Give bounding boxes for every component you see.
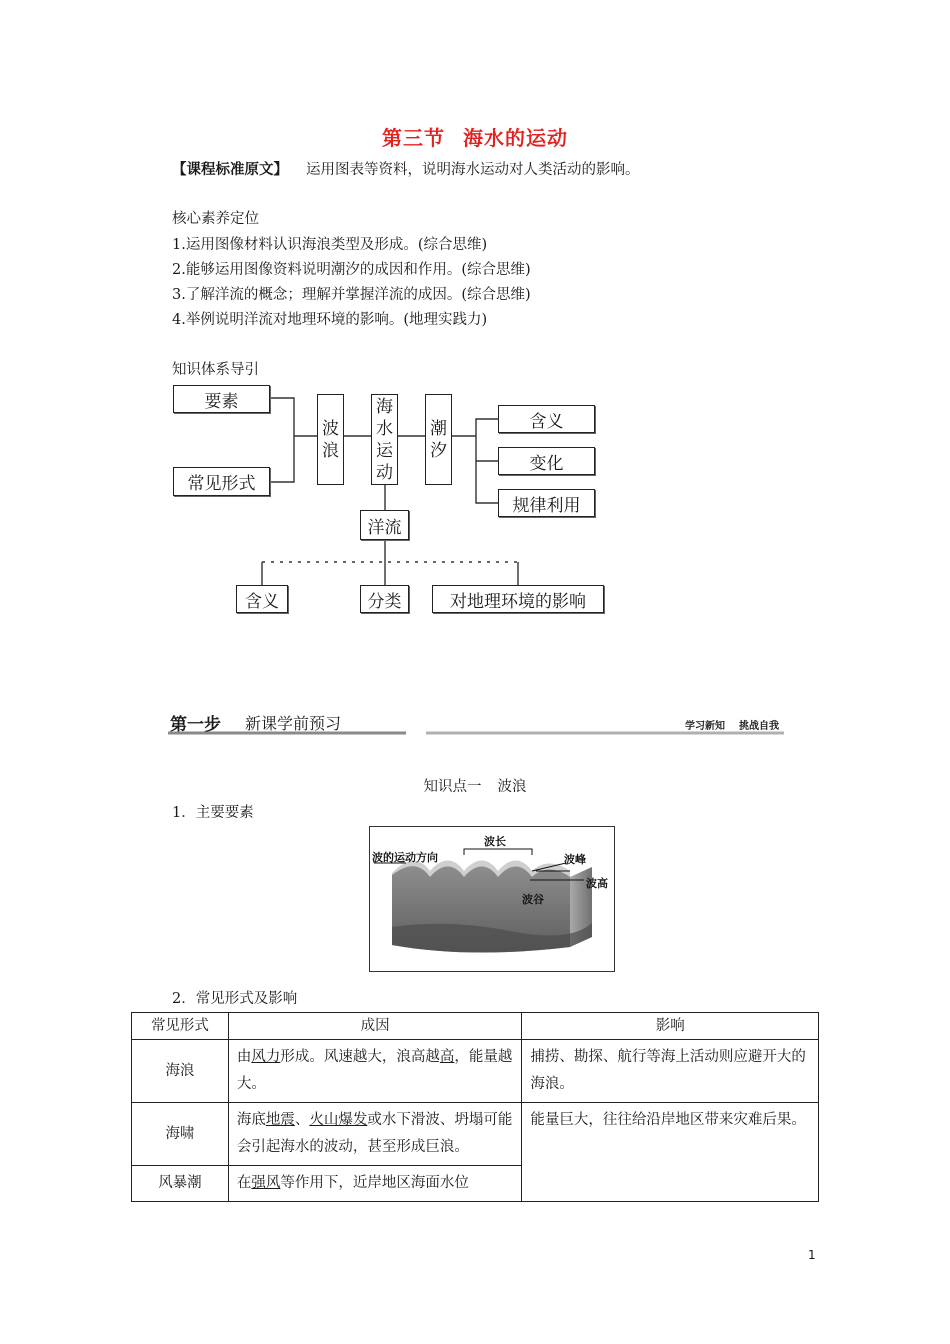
- step-title: 第一步: [170, 715, 221, 735]
- map-box-current-impact: 对地理环境的影响: [432, 585, 604, 613]
- table-header-row: [132, 1013, 819, 1040]
- table-row: [132, 1103, 819, 1166]
- map-box-tide-change: 变化: [498, 447, 595, 475]
- literacy-item: 3.了解洋流的概念；理解并掌握洋流的成因。(综合思维): [172, 287, 531, 303]
- column-header: 成因: [228, 1013, 522, 1040]
- map-box-tide-meaning: 含义: [498, 405, 595, 433]
- map-heading: 知识体系导引: [172, 362, 259, 378]
- cause-cell: 在强风等作用下，近岸地区海面水位: [228, 1166, 522, 1202]
- literacy-heading: 核心素养定位: [172, 211, 259, 227]
- wave-forms-table: [131, 1012, 819, 1202]
- label-wavelength: 波长: [484, 835, 506, 848]
- section-number: 第三节: [382, 126, 445, 150]
- section1-heading: 1．主要要素: [172, 805, 254, 821]
- label-direction: 波的运动方向: [372, 851, 438, 864]
- cause-cell: 由风力形成。风速越大，浪高越高，能量越大。: [228, 1040, 522, 1103]
- label-height: 波高: [586, 877, 608, 890]
- underlined-answer: 风力: [251, 1049, 281, 1065]
- standard-text: 运用图表等资料，说明海水运动对人类活动的影响。: [306, 162, 640, 178]
- map-box-elements: 要素: [173, 385, 270, 413]
- label-crest: 波峰: [564, 853, 586, 866]
- label-trough: 波谷: [522, 893, 544, 906]
- literacy-item: 1.运用图像材料认识海浪类型及形成。(综合思维): [172, 237, 488, 253]
- cause-cell: 海底地震、火山爆发或水下滑波、坍塌可能会引起海水的波动，甚至形成巨浪。: [228, 1103, 522, 1166]
- knowledge-point: 知识点一 波浪: [423, 779, 527, 795]
- underlined-answer: 高: [439, 1049, 455, 1065]
- impact-cell: 捕捞、勘探、航行等海上活动则应避开大的海浪。: [522, 1040, 819, 1103]
- map-box-common-forms: 常见形式: [173, 467, 270, 496]
- standard-label: 【课程标准原文】: [172, 161, 288, 178]
- map-box-tide-use: 规律利用: [498, 489, 595, 517]
- form-cell: 风暴潮: [132, 1166, 229, 1202]
- impact-cell: 能量巨大，往往给沿岸地区带来灾难后果。: [522, 1103, 819, 1202]
- underlined-answer: 强风: [251, 1175, 281, 1191]
- map-box-tides: 潮 汐: [425, 394, 452, 485]
- literacy-item: 2.能够运用图像资料说明潮汐的成因和作用。(综合思维): [172, 262, 531, 278]
- underlined-answer: 地震: [265, 1112, 295, 1128]
- wave-elements-figure: [369, 826, 615, 972]
- map-box-current-class: 分类: [360, 585, 409, 613]
- map-box-waves: 波 浪: [317, 394, 344, 485]
- page-number: 1: [808, 1248, 816, 1262]
- section2-heading: 2．常见形式及影响: [172, 991, 298, 1007]
- step-subtitle: 新课学前预习: [245, 714, 342, 733]
- step-tags: 学习新知 挑战自我: [685, 721, 779, 732]
- column-header: 常见形式: [132, 1013, 229, 1040]
- underlined-answer: 火山爆发: [309, 1112, 368, 1128]
- form-cell: 海啸: [132, 1103, 229, 1166]
- map-box-ocean-motion: 海 水 运 动: [371, 394, 398, 485]
- literacy-item: 4.举例说明洋流对地理环境的影响。(地理实践力): [172, 312, 488, 328]
- map-box-currents: 洋流: [360, 510, 409, 540]
- form-cell: 海浪: [132, 1040, 229, 1103]
- column-header: 影响: [522, 1013, 819, 1040]
- map-box-current-meaning: 含义: [236, 585, 288, 613]
- table-row: [132, 1040, 819, 1103]
- section-title: 海水的运动: [463, 126, 568, 150]
